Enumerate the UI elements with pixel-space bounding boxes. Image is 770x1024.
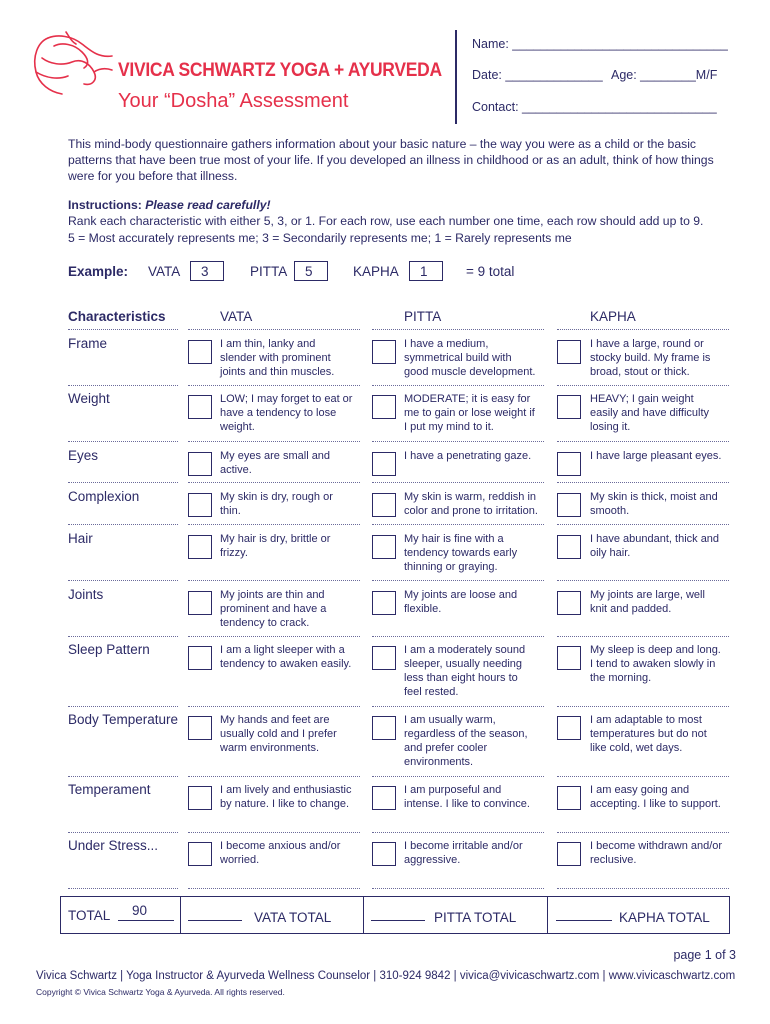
vata-description: I am thin, lanky and slender with prominent joints and thin muscles. <box>220 338 335 378</box>
pitta-rank-checkbox[interactable] <box>372 535 396 559</box>
characteristic-label: Eyes <box>68 448 99 463</box>
total-underline <box>118 920 174 921</box>
pitta-total-label: PITTA TOTAL <box>434 910 517 925</box>
vata-description: My eyes are small and active. <box>220 450 331 476</box>
vata-total-label: VATA TOTAL <box>254 910 332 925</box>
pitta-description: I am usually warm, regardless of the season, and prefer cooler environments. <box>404 714 528 768</box>
pitta-rank-checkbox[interactable] <box>372 493 396 517</box>
vata-description: I am lively and enthusiastic by nature. I like to change. <box>220 784 352 810</box>
row-separator <box>188 636 360 637</box>
total-label: TOTAL <box>68 908 111 923</box>
row-separator <box>557 888 729 889</box>
characteristic-label: Complexion <box>68 489 140 504</box>
contact-field[interactable]: Contact: ____________________________ <box>472 100 717 114</box>
row-separator <box>188 888 360 889</box>
vata-rank-checkbox[interactable] <box>188 340 212 364</box>
total-value[interactable]: 90 <box>132 903 148 918</box>
vata-rank-checkbox[interactable] <box>188 395 212 419</box>
row-separator <box>557 441 729 442</box>
instructions-heading <box>68 198 271 212</box>
pitta-rank-checkbox[interactable] <box>372 340 396 364</box>
example-pitta-label: PITTA <box>250 264 288 279</box>
kapha-description: My sleep is deep and long. I tend to awaken slowly in the morning. <box>590 644 721 684</box>
row-separator <box>557 329 729 330</box>
kapha-rank-checkbox[interactable] <box>557 842 581 866</box>
row-separator <box>557 482 729 483</box>
instructions-emphasis: Please read carefully! <box>145 198 271 212</box>
intro-paragraph: This mind-body questionnaire gathers information about your basic nature – the way you were as a child or the basic patterns that have been true most of your life. If you developed an illness in childhood or as an adult, think of how things were for you before that illness. <box>68 137 714 183</box>
characteristic-label: Body Temperature <box>68 712 179 727</box>
header-vata: VATA <box>220 309 253 324</box>
characteristic-label: Sleep Pattern <box>68 642 150 657</box>
row-separator <box>188 482 360 483</box>
vata-rank-checkbox[interactable] <box>188 452 212 476</box>
header-pitta: PITTA <box>404 309 442 324</box>
row-separator <box>68 706 178 707</box>
brand-title: VIVICA SCHWARTZ YOGA + AYURVEDA <box>118 60 442 81</box>
dolphin-logo-icon <box>28 28 118 98</box>
kapha-description: I have a large, round or stocky build. My frame is broad, stout or thick. <box>590 338 711 378</box>
kapha-rank-checkbox[interactable] <box>557 493 581 517</box>
row-separator <box>372 524 544 525</box>
kapha-rank-checkbox[interactable] <box>557 716 581 740</box>
vata-rank-checkbox[interactable] <box>188 786 212 810</box>
totals-divider-2 <box>363 896 364 934</box>
kapha-total-label: KAPHA TOTAL <box>619 910 710 925</box>
example-pitta-value: 5 <box>294 261 328 281</box>
page-number: page 1 of 3 <box>673 948 736 962</box>
kapha-rank-checkbox[interactable] <box>557 395 581 419</box>
row-separator <box>372 776 544 777</box>
row-separator <box>557 636 729 637</box>
row-separator <box>557 580 729 581</box>
header-characteristics: Characteristics <box>68 309 166 324</box>
row-separator <box>188 832 360 833</box>
row-separator <box>68 580 178 581</box>
row-separator <box>188 329 360 330</box>
row-separator <box>557 776 729 777</box>
characteristic-label: Under Stress... <box>68 838 159 853</box>
pitta-total-line[interactable] <box>371 920 425 921</box>
vata-description: LOW; I may forget to eat or have a tendency to lose weight. <box>220 393 353 433</box>
kapha-description: My joints are large, well knit and padded. <box>590 589 705 615</box>
row-separator <box>68 524 178 525</box>
kapha-rank-checkbox[interactable] <box>557 452 581 476</box>
row-separator <box>557 524 729 525</box>
example-kapha-label: KAPHA <box>353 264 399 279</box>
kapha-total-line[interactable] <box>556 920 612 921</box>
kapha-description: I have large pleasant eyes. <box>590 450 722 462</box>
kapha-rank-checkbox[interactable] <box>557 591 581 615</box>
pitta-rank-checkbox[interactable] <box>372 452 396 476</box>
copyright: Copyright © Vivica Schwartz Yoga & Ayurveda. All rights reserved. <box>36 987 285 997</box>
totals-divider-1 <box>180 896 181 934</box>
pitta-description: I have a penetrating gaze. <box>404 450 532 462</box>
vata-description: I am a light sleeper with a tendency to awaken easily. <box>220 644 352 670</box>
vata-description: My skin is dry, rough or thin. <box>220 491 333 517</box>
pitta-description: I have a medium, symmetrical build with good muscle development. <box>404 338 536 378</box>
age-field[interactable]: Age: ________M/F <box>611 68 718 82</box>
vata-description: My hands and feet are usually cold and I prefer warm environments. <box>220 714 337 754</box>
characteristic-label: Joints <box>68 587 104 602</box>
row-separator <box>68 482 178 483</box>
row-separator <box>557 385 729 386</box>
pitta-rank-checkbox[interactable] <box>372 395 396 419</box>
kapha-description: HEAVY; I gain weight easily and have difficulty losing it. <box>590 393 710 433</box>
row-separator <box>68 329 178 330</box>
characteristic-label: Temperament <box>68 782 151 797</box>
vata-description: My hair is dry, brittle or frizzy. <box>220 533 331 559</box>
row-separator <box>557 832 729 833</box>
kapha-description: I have abundant, thick and oily hair. <box>590 533 720 559</box>
name-field[interactable]: Name: _______________________________ <box>472 37 728 51</box>
kapha-rank-checkbox[interactable] <box>557 340 581 364</box>
vata-rank-checkbox[interactable] <box>188 716 212 740</box>
row-separator <box>372 441 544 442</box>
row-separator <box>188 776 360 777</box>
vata-rank-checkbox[interactable] <box>188 535 212 559</box>
footer-contact: Vivica Schwartz | Yoga Instructor & Ayurveda Wellness Counselor | 310-924 9842 | vivica@vivicaschwartz.com | www.vivicaschwartz.com <box>36 970 736 982</box>
vata-rank-checkbox[interactable] <box>188 493 212 517</box>
pitta-description: My hair is fine with a tendency towards early thinning or graying. <box>404 533 518 573</box>
kapha-rank-checkbox[interactable] <box>557 646 581 670</box>
vata-rank-checkbox[interactable] <box>188 646 212 670</box>
vata-rank-checkbox[interactable] <box>188 591 212 615</box>
example-vata-label: VATA <box>148 264 181 279</box>
row-separator <box>68 832 178 833</box>
row-separator <box>68 636 178 637</box>
row-separator <box>372 888 544 889</box>
row-separator <box>68 888 178 889</box>
row-separator <box>372 636 544 637</box>
row-separator <box>557 706 729 707</box>
row-separator <box>372 832 544 833</box>
date-field[interactable]: Date: ______________ <box>472 68 603 82</box>
vata-rank-checkbox[interactable] <box>188 842 212 866</box>
kapha-description: I am easy going and accepting. I like to support. <box>590 784 721 810</box>
characteristic-label: Frame <box>68 336 108 351</box>
row-separator <box>68 441 178 442</box>
row-separator <box>188 385 360 386</box>
kapha-rank-checkbox[interactable] <box>557 786 581 810</box>
row-separator <box>188 524 360 525</box>
row-separator <box>372 580 544 581</box>
pitta-rank-checkbox[interactable] <box>372 786 396 810</box>
kapha-description: My skin is thick, moist and smooth. <box>590 491 718 517</box>
pitta-description: I am a moderately sound sleeper, usually needing less than eight hours to feel rested. <box>404 644 526 698</box>
pitta-description: I become irritable and/or aggressive. <box>404 840 523 866</box>
header-divider <box>455 30 457 124</box>
example-total: = 9 total <box>466 264 515 279</box>
row-separator <box>372 482 544 483</box>
row-separator <box>372 706 544 707</box>
kapha-description: I become withdrawn and/or reclusive. <box>590 840 723 866</box>
header-kapha: KAPHA <box>590 309 636 324</box>
row-separator <box>188 580 360 581</box>
pitta-description: My joints are loose and flexible. <box>404 589 518 615</box>
characteristic-label: Hair <box>68 531 93 546</box>
row-separator <box>372 329 544 330</box>
row-separator <box>68 776 178 777</box>
totals-divider-3 <box>547 896 548 934</box>
pitta-description: MODERATE; it is easy for me to gain or lose weight if I put my mind to it. <box>404 393 535 433</box>
pitta-rank-checkbox[interactable] <box>372 646 396 670</box>
pitta-description: I am purposeful and intense. I like to convince. <box>404 784 530 810</box>
pitta-rank-checkbox[interactable] <box>372 842 396 866</box>
page-title: Your “Dosha” Assessment <box>118 90 349 112</box>
row-separator <box>68 385 178 386</box>
instructions-line-2: 5 = Most accurately represents me; 3 = Secondarily represents me; 1 = Rarely represents me <box>68 231 572 245</box>
pitta-rank-checkbox[interactable] <box>372 591 396 615</box>
example-kapha-value: 1 <box>409 261 443 281</box>
vata-description: My joints are thin and prominent and have a tendency to crack. <box>220 589 327 629</box>
kapha-description: I am adaptable to most temperatures but do not like cold, wet days. <box>590 714 707 754</box>
characteristic-label: Weight <box>68 391 110 406</box>
row-separator <box>372 385 544 386</box>
kapha-rank-checkbox[interactable] <box>557 535 581 559</box>
example-label: Example: <box>68 264 129 279</box>
instructions-label: Instructions: <box>68 198 142 212</box>
pitta-rank-checkbox[interactable] <box>372 716 396 740</box>
pitta-description: My skin is warm, reddish in color and prone to irritation. <box>404 491 538 517</box>
row-separator <box>188 706 360 707</box>
vata-description: I become anxious and/or worried. <box>220 840 341 866</box>
vata-total-line[interactable] <box>188 920 242 921</box>
example-vata-value: 3 <box>190 261 224 281</box>
instructions-line-1: Rank each characteristic with either 5, 3, or 1. For each row, use each number one time, each row should add up to 9. <box>68 214 704 228</box>
row-separator <box>188 441 360 442</box>
